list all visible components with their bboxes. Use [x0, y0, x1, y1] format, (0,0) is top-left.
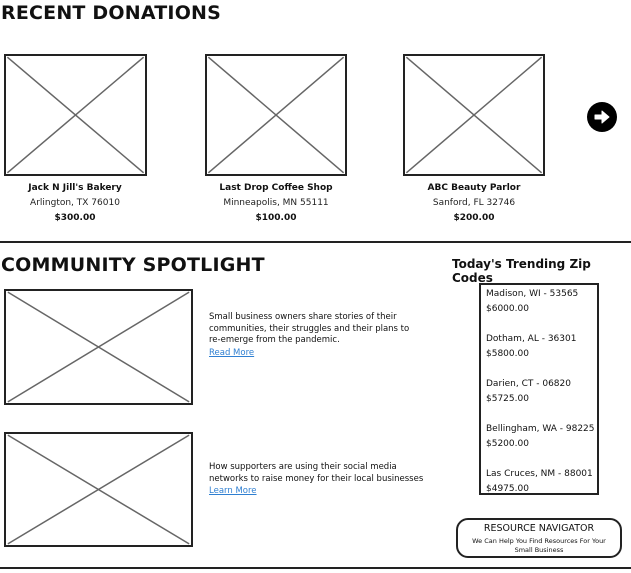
image-placeholder-icon [6, 434, 191, 545]
trending-item[interactable] [486, 377, 597, 422]
donation-location: Arlington, TX 76010 [30, 198, 120, 208]
donation-card-3 [394, 181, 554, 226]
spotlight-story-2 [209, 462, 429, 498]
image-placeholder-icon [6, 291, 191, 403]
trending-amount: $5800.00 [486, 349, 529, 359]
image-placeholder-icon [6, 56, 145, 174]
recent-donations-title: RECENT DONATIONS [1, 2, 222, 24]
donation-amount: $200.00 [453, 213, 495, 223]
trending-place: Bellingham, WA - 98225 [486, 424, 595, 434]
trending-item[interactable] [486, 422, 597, 467]
trending-amount: $6000.00 [486, 304, 529, 314]
spotlight-image-1[interactable] [4, 289, 193, 405]
arrow-right-circle-icon [587, 102, 617, 132]
donation-image-1[interactable] [4, 54, 147, 176]
trending-item[interactable] [486, 287, 597, 332]
donation-location: Minneapolis, MN 55111 [223, 198, 329, 208]
bottom-divider [0, 567, 631, 569]
trending-place: Dotham, AL - 36301 [486, 334, 577, 344]
donation-location: Sanford, FL 32746 [432, 198, 516, 208]
trending-zip-codes-list [479, 283, 599, 495]
community-spotlight-title: COMMUNITY SPOTLIGHT [1, 254, 265, 276]
story-description: Small business owners share stories of their communities, their struggles and their plans to re-emerge from the pandemic. [209, 312, 410, 345]
donation-card-1 [0, 181, 155, 226]
trending-amount: $5725.00 [486, 394, 529, 404]
donation-image-2[interactable] [205, 54, 347, 176]
image-placeholder-icon [405, 56, 543, 174]
spotlight-story-1 [209, 312, 419, 359]
donation-business-name[interactable]: Last Drop Coffee Shop [219, 183, 333, 193]
trending-place: Madison, WI - 53565 [486, 289, 579, 299]
spotlight-image-2[interactable] [4, 432, 193, 547]
donation-business-name[interactable]: ABC Beauty Parlor [427, 183, 521, 193]
image-placeholder-icon [207, 56, 345, 174]
trending-amount: $4975.00 [486, 484, 529, 494]
resource-navigator-title: RESOURCE NAVIGATOR [483, 523, 595, 534]
learn-more-link[interactable]: Learn More [209, 486, 257, 496]
trending-place: Las Cruces, NM - 88001 [486, 469, 593, 479]
donation-business-name[interactable]: Jack N Jill's Bakery [28, 183, 122, 193]
donation-card-2 [196, 181, 356, 226]
read-more-link[interactable]: Read More [209, 347, 255, 358]
donation-image-3[interactable] [403, 54, 545, 176]
trending-item[interactable] [486, 467, 597, 512]
donation-amount: $100.00 [255, 213, 297, 223]
trending-place: Darien, CT - 06820 [486, 379, 571, 389]
story-description: How supporters are using their social media networks to raise money for their local businesses [209, 462, 424, 484]
section-divider [0, 241, 631, 243]
donation-amount: $300.00 [54, 213, 96, 223]
resource-navigator-button[interactable] [456, 518, 622, 558]
trending-amount: $5200.00 [486, 439, 529, 449]
resource-navigator-subtitle: We Can Help You Find Resources For Your Small Business [472, 537, 606, 554]
trending-item[interactable] [486, 332, 597, 377]
trending-zip-codes-title: Today's Trending Zip Codes [452, 257, 591, 285]
next-donations-button[interactable] [587, 102, 617, 132]
